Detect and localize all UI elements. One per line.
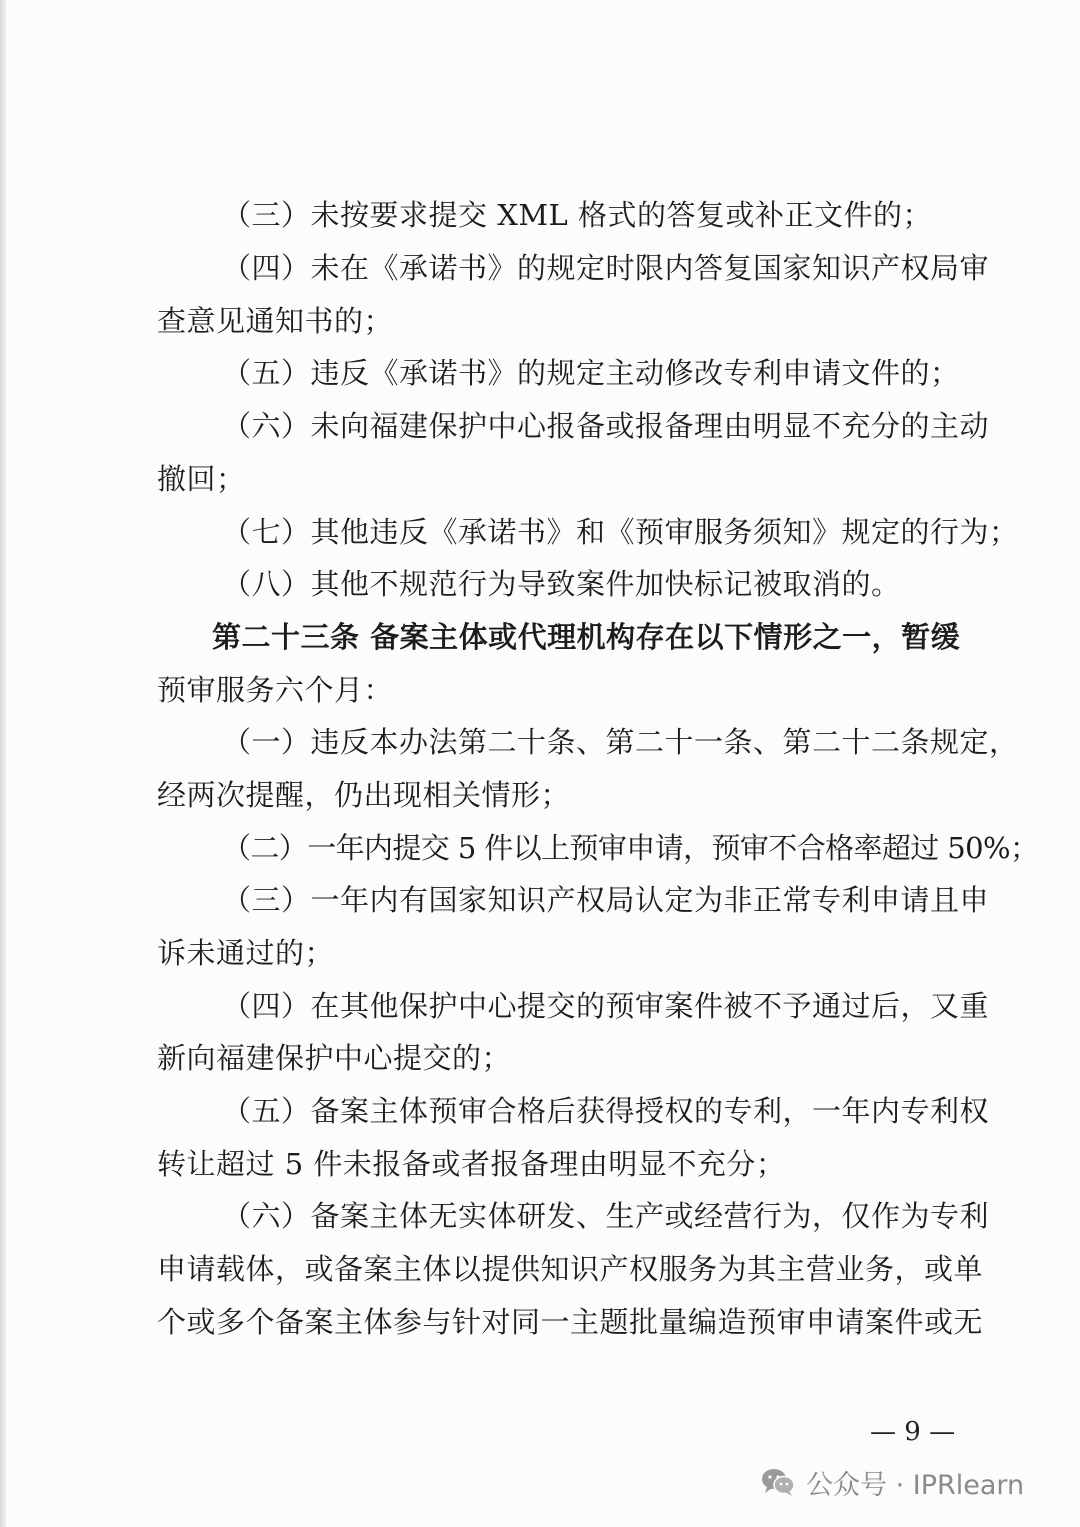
text-line: （五）备案主体预审合格后获得授权的专利，一年内专利权 bbox=[222, 1094, 990, 1128]
text-line: （四）未在《承诺书》的规定时限内答复国家知识产权局审 bbox=[222, 251, 990, 285]
text-line: 申请载体，或备案主体以提供知识产权服务为其主营业务，或单 bbox=[157, 1252, 984, 1286]
text-line: 个或多个备案主体参与针对同一主题批量编造预审申请案件或无 bbox=[157, 1305, 984, 1339]
text-line: 诉未通过的； bbox=[157, 936, 335, 970]
text-line: 经两次提醒，仍出现相关情形； bbox=[157, 778, 571, 812]
text-line: （一）违反本办法第二十条、第二十一条、第二十二条规定， bbox=[222, 725, 1019, 759]
page-number: — 9 — bbox=[870, 1417, 956, 1447]
text-line: （八）其他不规范行为导致案件加快标记被取消的。 bbox=[222, 567, 901, 601]
text-line: 撤回； bbox=[157, 462, 246, 496]
article-heading-line: 第二十三条 备案主体或代理机构存在以下情形之一，暂缓 bbox=[212, 620, 961, 654]
text-line: 新向福建保护中心提交的； bbox=[157, 1041, 512, 1075]
text-line: （五）违反《承诺书》的规定主动修改专利申请文件的； bbox=[222, 356, 960, 390]
wechat-icon bbox=[760, 1467, 796, 1497]
text-line: （六）未向福建保护中心报备或报备理由明显不充分的主动 bbox=[222, 409, 990, 443]
watermark bbox=[760, 1462, 1024, 1502]
text-line: （三）未按要求提交 XML 格式的答复或补正文件的； bbox=[222, 198, 933, 232]
text-line: （三）一年内有国家知识产权局认定为非正常专利申请且申 bbox=[222, 883, 990, 917]
text-line: 预审服务六个月： bbox=[157, 673, 394, 707]
text-line: （六）备案主体无实体研发、生产或经营行为，仅作为专利 bbox=[222, 1199, 990, 1233]
text-line: 查意见通知书的； bbox=[157, 304, 394, 338]
watermark-text: 公众号 · IPRlearn bbox=[806, 1469, 1025, 1501]
text-line: （四）在其他保护中心提交的预审案件被不予通过后，又重 bbox=[222, 989, 990, 1023]
text-line: （七）其他违反《承诺书》和《预审服务须知》规定的行为； bbox=[222, 515, 1019, 549]
text-line: （二）一年内提交 5 件以上预审申请，预审不合格率超过 50%； bbox=[222, 831, 1039, 865]
text-line: 转让超过 5 件未报备或者报备理由明显不充分； bbox=[157, 1147, 786, 1181]
